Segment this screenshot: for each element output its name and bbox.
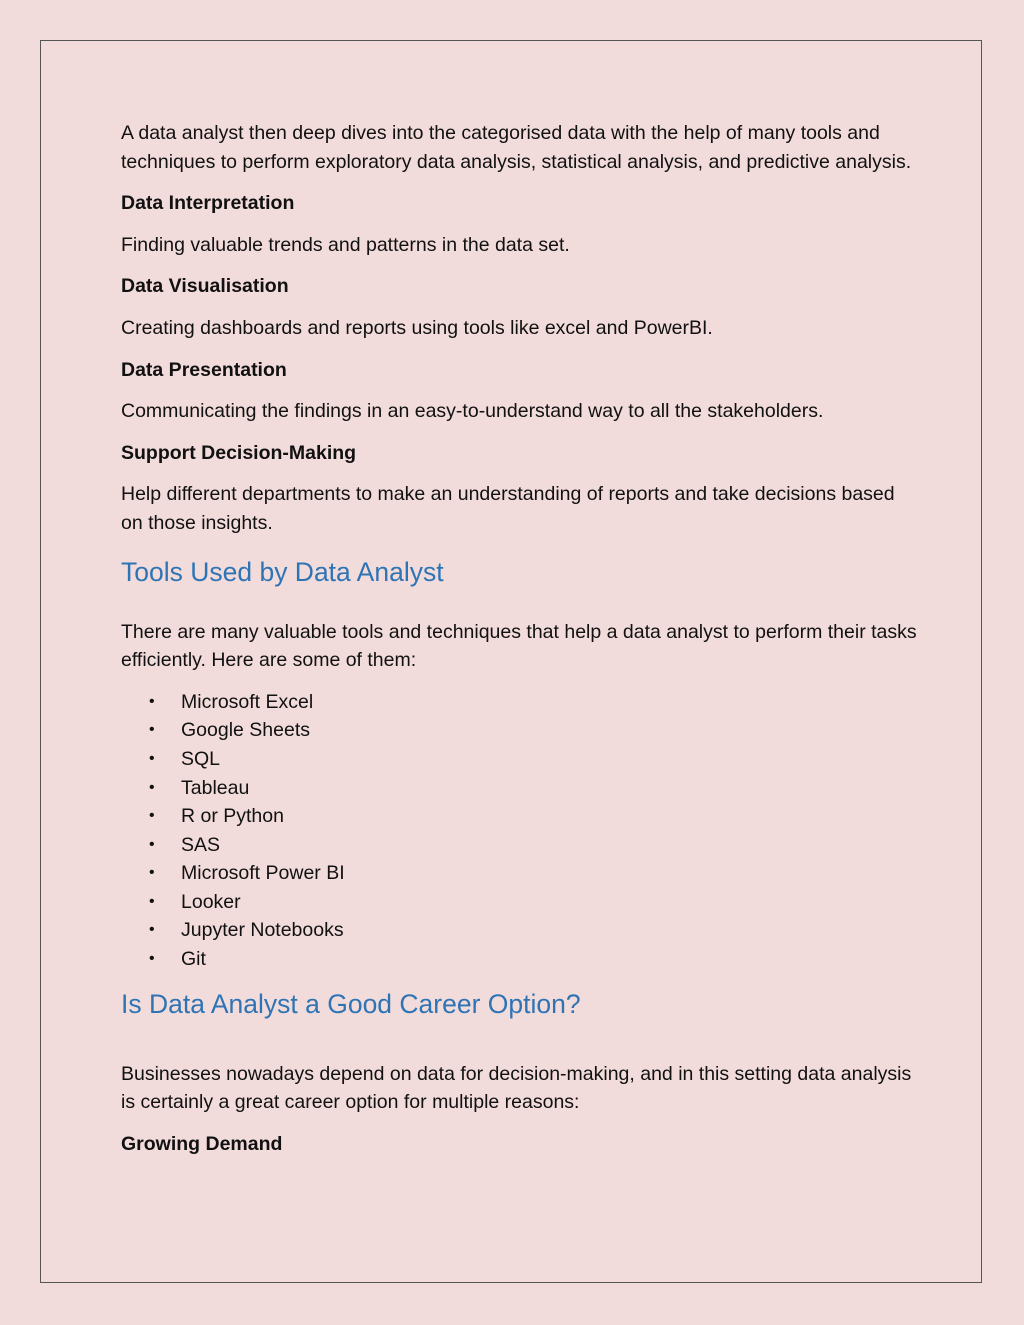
heading-growing-demand: Growing Demand (121, 1132, 283, 1155)
heading-data-presentation: Data Presentation (121, 358, 287, 381)
bullet-icon: • (149, 807, 155, 825)
list-item (121, 945, 921, 974)
heading-support-decision-making: Support Decision-Making (121, 441, 357, 464)
list-item-label: Looker (181, 890, 241, 913)
tools-section-heading: Tools Used by Data Analyst (121, 556, 444, 587)
list-item (121, 774, 921, 803)
heading-data-interpretation: Data Interpretation (121, 192, 295, 215)
list-item (121, 688, 921, 717)
bullet-icon: • (149, 749, 155, 767)
list-item (121, 916, 921, 945)
document-content (121, 119, 921, 1171)
list-item-label: Jupyter Notebooks (181, 919, 344, 942)
list-item-label: Microsoft Excel (181, 690, 314, 713)
list-item-label: Tableau (181, 776, 250, 799)
bullet-icon: • (149, 864, 155, 882)
list-item-label: R or Python (181, 805, 284, 828)
tools-list (121, 688, 921, 974)
list-item (121, 888, 921, 917)
bullet-icon: • (149, 921, 155, 939)
list-item-label: Microsoft Power BI (181, 862, 345, 885)
list-item (121, 859, 921, 888)
list-item (121, 716, 921, 745)
text-data-visualisation: Creating dashboards and reports using tools like excel and PowerBI. (121, 316, 713, 339)
list-item-label: SAS (181, 833, 221, 856)
text-data-presentation: Communicating the findings in an easy-to-understand way to all the stakeholders. (121, 400, 824, 423)
text-support-decision-making: Help different departments to make an understanding of reports and take decisions based on those insights. (121, 483, 895, 534)
list-item-label: Google Sheets (181, 719, 311, 742)
bullet-icon: • (149, 950, 155, 968)
text-data-interpretation: Finding valuable trends and patterns in the data set. (121, 233, 570, 256)
list-item (121, 745, 921, 774)
bullet-icon: • (149, 778, 155, 796)
career-section-heading: Is Data Analyst a Good Career Option? (121, 988, 581, 1019)
heading-data-visualisation: Data Visualisation (121, 275, 289, 298)
bullet-icon: • (149, 892, 155, 910)
list-item (121, 831, 921, 860)
list-item (121, 802, 921, 831)
career-intro-paragraph: Businesses nowadays depend on data for decision-making, and in this setting data analysis is certainly a great career option for multiple reasons: (121, 1062, 912, 1114)
bullet-icon: • (149, 692, 155, 710)
list-item-label: Git (181, 948, 206, 971)
intro-paragraph: A data analyst then deep dives into the categorised data with the help of many tools and techniques to perform exploratory data analysis, statistical analysis, and predictive analysis. (121, 122, 912, 173)
bullet-icon: • (149, 721, 155, 739)
bullet-icon: • (149, 835, 155, 853)
tools-intro-paragraph: There are many valuable tools and techniques that help a data analyst to perform their tasks efficiently. Here are some of them: (121, 620, 917, 672)
list-item-label: SQL (181, 747, 221, 770)
